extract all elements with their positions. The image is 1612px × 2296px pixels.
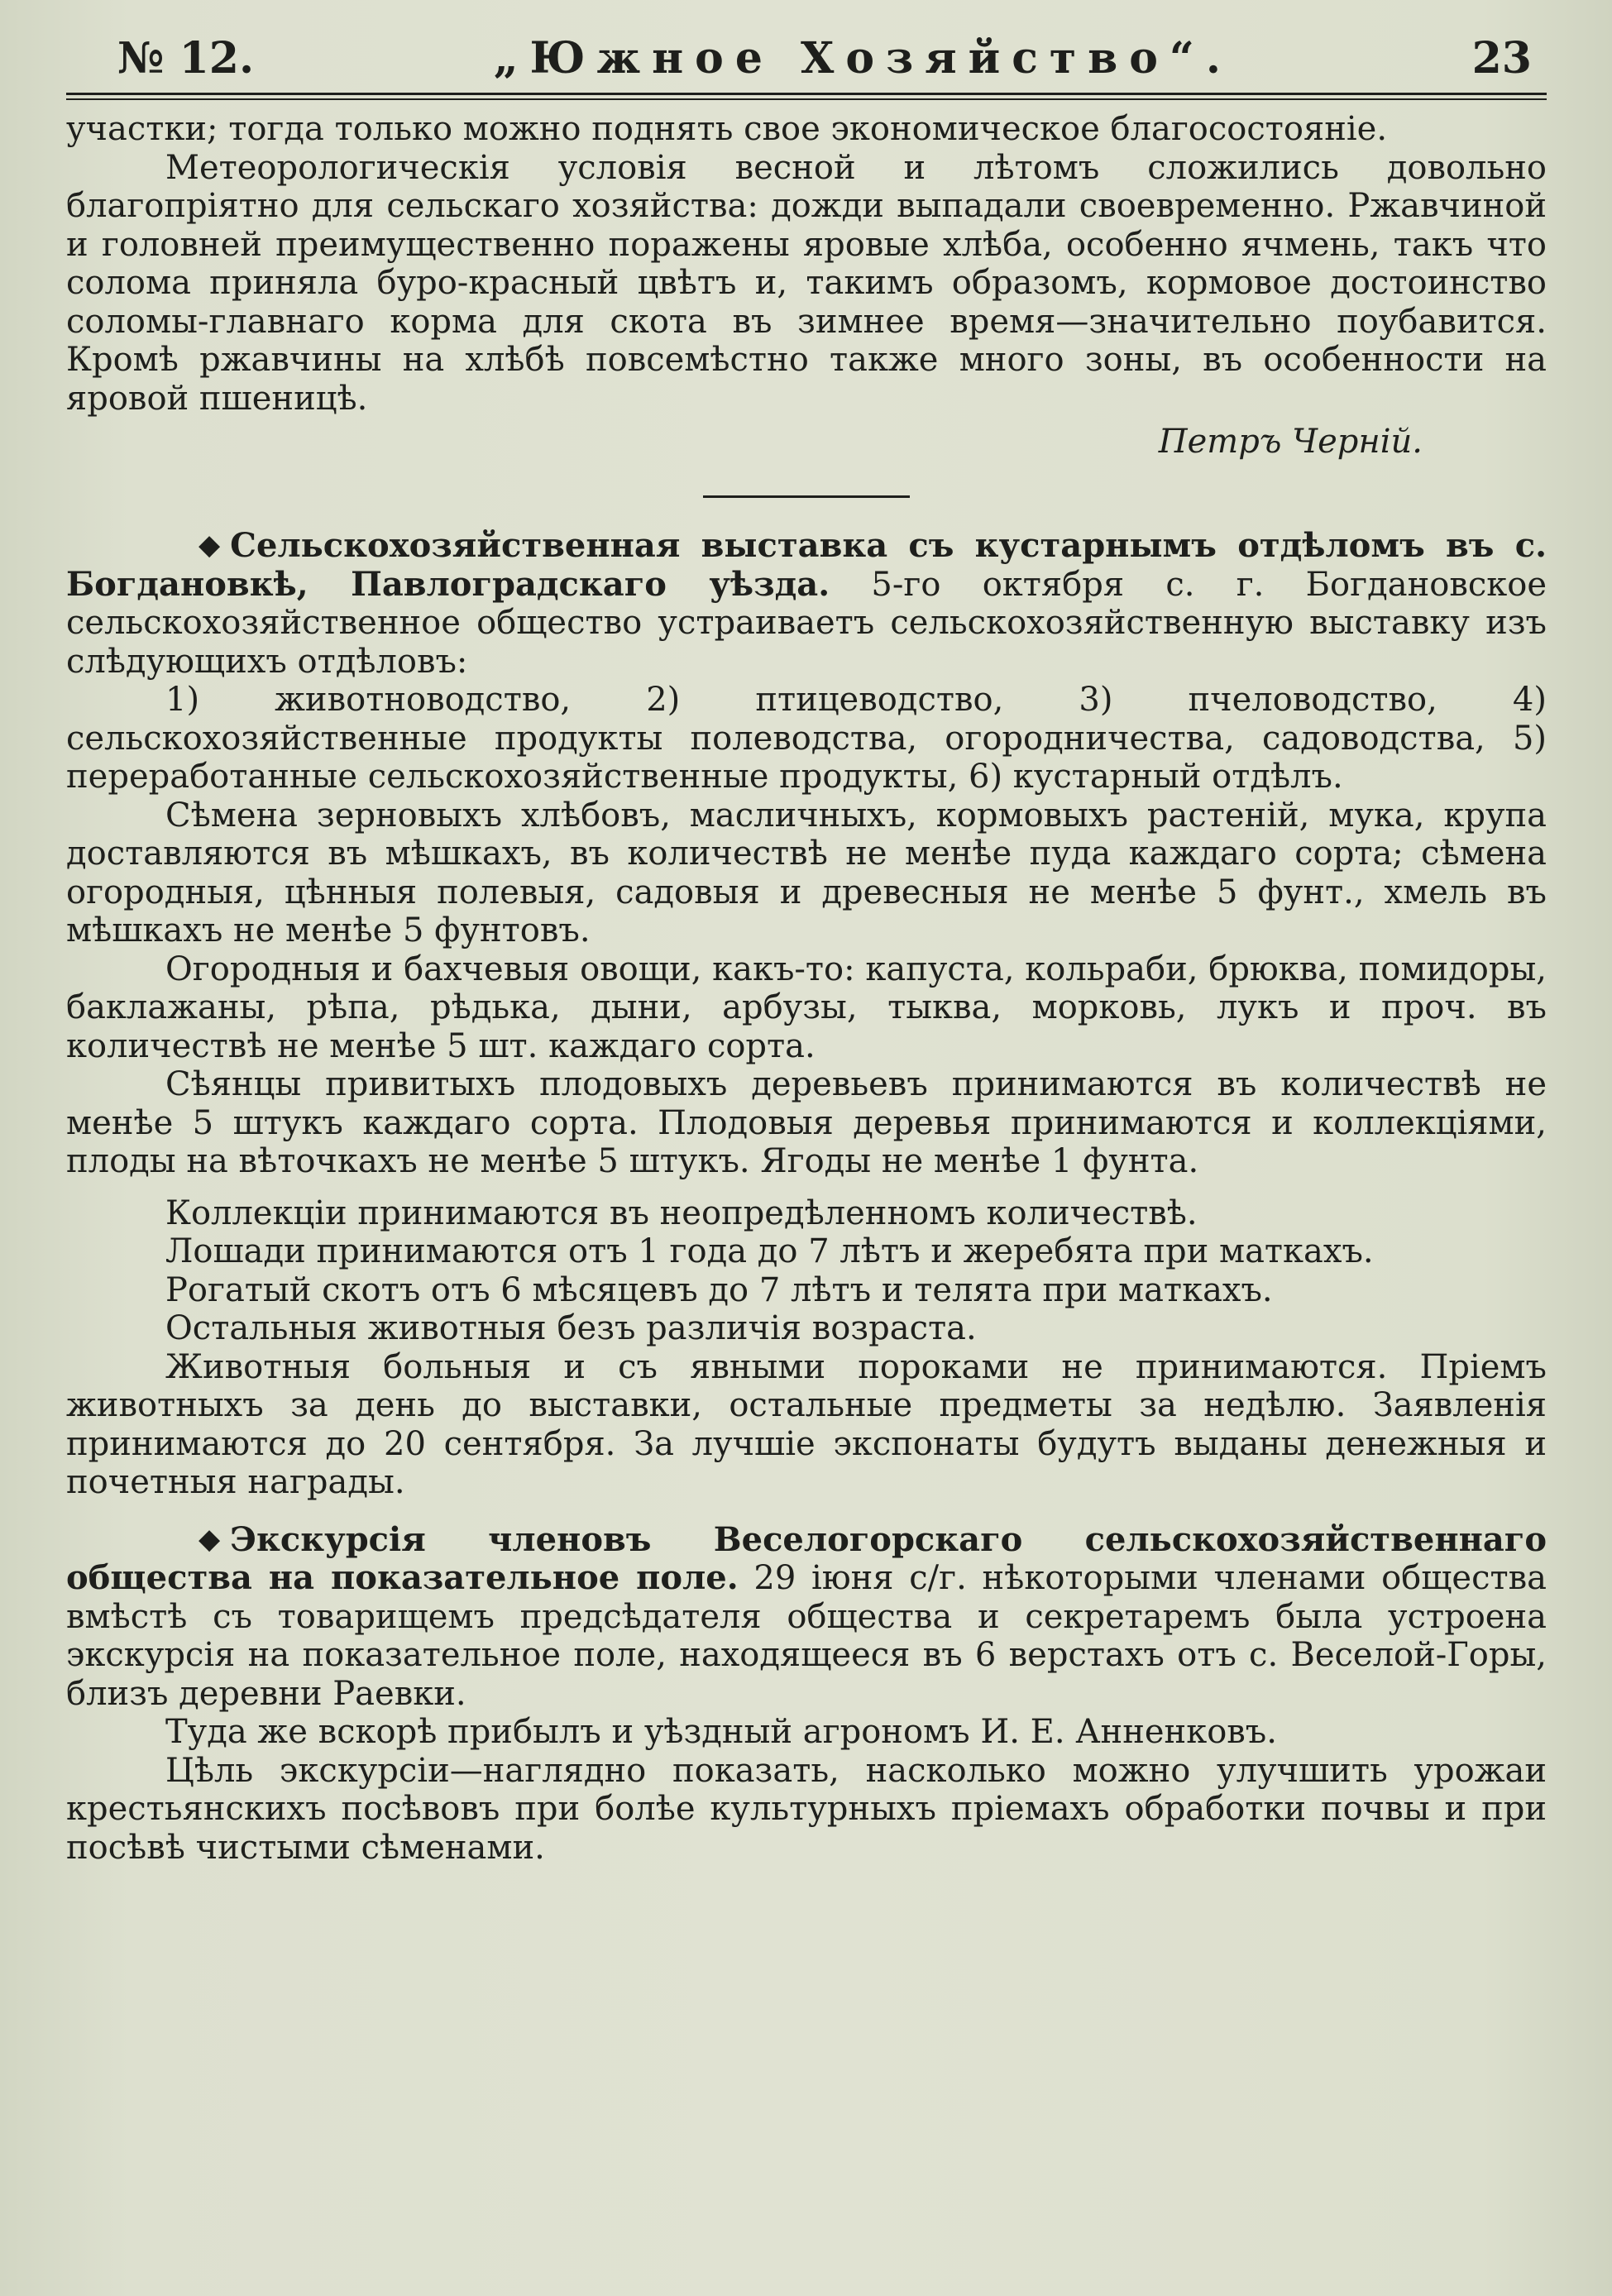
paragraph: Лошади принимаются отъ 1 года до 7 лѣтъ и жеребята при маткахъ.	[165, 1232, 1374, 1270]
section-divider	[703, 495, 910, 498]
paragraph: Сѣянцы привитыхъ плодовыхъ деревьевъ принимаются въ количествѣ не менѣе 5 штукъ каждаго сорта. Плодовыя деревья принимаются и коллекціями, плоды на вѣточкахъ не менѣе 5 штукъ. Ягоды не менѣе 1 фунта.	[66, 1065, 1547, 1180]
diamond-bullet-icon: ◆	[199, 529, 221, 562]
article-intro: 29 іюня с/г. нѣкоторыми членами общества вмѣстѣ съ товарищемъ предсѣдателя общества и секретаремъ была устроена экскурсія на показательное поле, находящееся въ 6 верстахъ отъ с. Веселой-Горы, близъ деревни Раевки.	[66, 1559, 1547, 1713]
journal-page	[66, 33, 1547, 1867]
page-number: 23	[1471, 33, 1532, 84]
article-excursion	[66, 1520, 1547, 1868]
paragraph: Метеорологическія условія весной и лѣтомъ сложились довольно благопріятно для сельскаго хозяйства: дожди выпадали своевременно. Ржавчиной и головней преимущественно поражены яровые хлѣба, особенно ячмень, такъ что солома приняла буро-красный цвѣтъ и, такимъ образомъ, кормовое достоинство соломы-главнаго корма для скота въ зимнее время—значительно поубавится. Кромѣ ржавчины на хлѣбѣ повсемѣстно также много зоны, въ особенности на яровой пшеницѣ.	[66, 148, 1547, 418]
article-lead	[66, 1520, 1547, 1714]
paragraph: Туда же вскорѣ прибылъ и уѣздный агрономъ И. Е. Анненковъ.	[165, 1713, 1277, 1751]
running-header	[66, 33, 1547, 89]
previous-article-end	[66, 110, 1547, 418]
paragraph: участки; тогда только можно поднять свое экономическое благосостояніе.	[66, 110, 1388, 148]
header-rule	[66, 93, 1547, 100]
article-lead	[66, 526, 1547, 681]
issue-number: № 12.	[117, 33, 255, 84]
departments-list: 1) животноводство, 2) птицеводство, 3) пчеловодство, 4) сельскохозяйственные продукты полеводства, огородничества, садоводства, 5) переработанные сельскохозяйственные продукты, 6) кустарный отдѣлъ.	[66, 681, 1547, 796]
author-signature: Петръ Черній.	[1158, 423, 1423, 461]
article-title: Сельскохозяйственная выставка съ кустарнымъ отдѣломъ въ с. Богдановкѣ, Павлоградскаго уѣзда.	[66, 526, 1547, 604]
diamond-bullet-icon: ◆	[199, 1522, 221, 1556]
paragraph: Цѣль экскурсіи—наглядно показать, насколько можно улучшить урожаи крестьянскихъ посѣвовъ при болѣе культурныхъ пріемахъ обработки почвы и при посѣвѣ чистыми сѣменами.	[66, 1751, 1547, 1867]
paragraph: Коллекціи принимаются въ неопредѣленномъ количествѣ.	[165, 1193, 1198, 1232]
spacer	[66, 1181, 1547, 1194]
paragraph: Сѣмена зерновыхъ хлѣбовъ, масличныхъ, кормовыхъ растеній, мука, крупа доставляются въ мѣшкахъ, въ количествѣ не менѣе пуда каждаго сорта; сѣмена огородныя, цѣнныя полевыя, садовыя и древесныя не менѣе 5 фунт., хмель въ мѣшкахъ не менѣе 5 фунтовъ.	[66, 796, 1547, 949]
paragraph: Огородныя и бахчевыя овощи, какъ-то: капуста, кольраби, брюква, помидоры, баклажаны, рѣпа, рѣдька, дыни, арбузы, тыква, морковь, лукъ и проч. въ количествѣ не менѣе 5 шт. каждаго сорта.	[66, 949, 1547, 1065]
article-title: Экскурсія членовъ Веселогорскаго сельскохозяйственнаго общества на показательное поле.	[66, 1519, 1547, 1597]
paragraph: Рогатый скотъ отъ 6 мѣсяцевъ до 7 лѣтъ и телята при маткахъ.	[165, 1270, 1273, 1309]
paragraph: Остальныя животныя безъ различія возраста.	[165, 1309, 977, 1347]
article-exhibition	[66, 526, 1547, 1502]
journal-title: „Южное Хозяйство“.	[493, 33, 1232, 84]
paragraph: Животныя больныя и съ явными пороками не принимаются. Пріемъ животныхъ за день до выставки, остальные предметы за недѣлю. Заявленія принимаются до 20 сентября. За лучшіе экспонаты будутъ выданы денежныя и почетныя награды.	[66, 1347, 1547, 1501]
article-intro: 5-го октября с. г. Богдановское сельскохозяйственное общество устраиваетъ сельскохозяйственную выставку изъ слѣдующихъ отдѣловъ:	[66, 565, 1547, 681]
